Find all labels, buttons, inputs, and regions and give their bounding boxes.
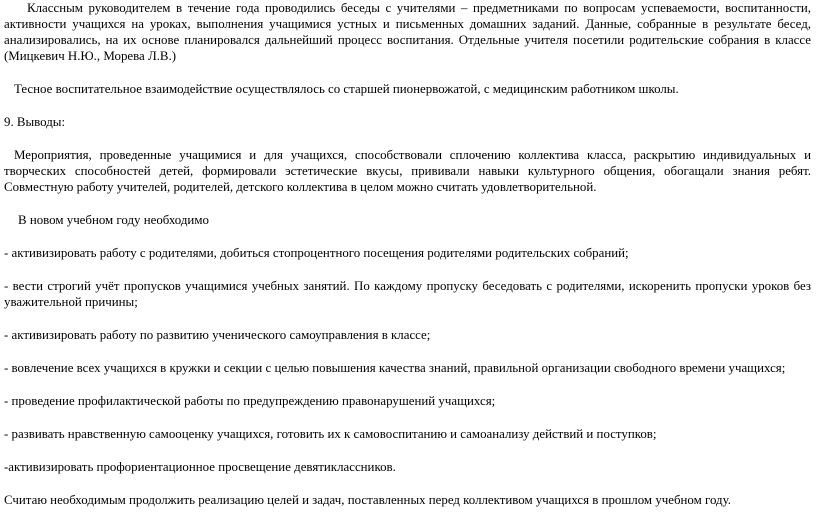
list-item: - вести строгий учёт пропусков учащимися учебных занятий. По каждому пропуску беседовать с родителями, искоренить пропуски уроков без уважительной причины; <box>4 279 811 309</box>
list-item: - активизировать работу с родителями, добиться стопроцентного посещения родителями родительских собраний; <box>4 246 629 260</box>
paragraph-cooperation: Тесное воспитательное взаимодействие осуществлялось со старшей пионервожатой, с медицинским работником школы. <box>14 82 679 96</box>
list-item: - вовлечение всех учащихся в кружки и секции с целью повышения качества знаний, правильной организации свободного времени учащихся; <box>4 361 786 375</box>
heading-conclusions: 9. Выводы: <box>4 115 66 129</box>
list-item: - активизировать работу по развитию ученического самоуправления в классе; <box>4 328 431 342</box>
list-item: - проведение профилактической работы по предупреждению правонарушений учащихся; <box>4 394 496 408</box>
list-item: -активизировать профориентационное просвещение девятиклассников. <box>4 460 396 474</box>
list-item: - развивать нравственную самооценку учащихся, готовить их к самовоспитанию и самоанализу действий и поступков; <box>4 427 657 441</box>
paragraph-teacher-talks: Классным руководителем в течение года проводились беседы с учителями – предметниками по вопросам успеваемости, воспитанности, активности учащихся на уроках, выполнения учащимися устных и письменных домашних заданий. Данные, собранные в результате бесед, анализировались, на их основе планировался дальнейший процесс воспитания. Отдельные учителя посетили родительские собрания в классе (Мицкевич Н.Ю., Морева Л.В.) <box>4 1 811 63</box>
paragraph-events-summary: Мероприятия, проведенные учащимися и для учащихся, способствовали сплочению коллектива класса, раскрытию индивидуальных и творческих способностей детей, формировали эстетические вкусы, прививали навыки культурного общения, обогащали знания ребят. Совместную работу учителей, родителей, детского коллектива в целом можно считать удовлетворительной. <box>4 148 811 194</box>
paragraph-next-year-intro: В новом учебном году необходимо <box>18 213 209 227</box>
paragraph-final-conclusion: Считаю необходимым продолжить реализацию целей и задач, поставленных перед коллективом учащихся в прошлом учебном году. <box>4 493 731 507</box>
